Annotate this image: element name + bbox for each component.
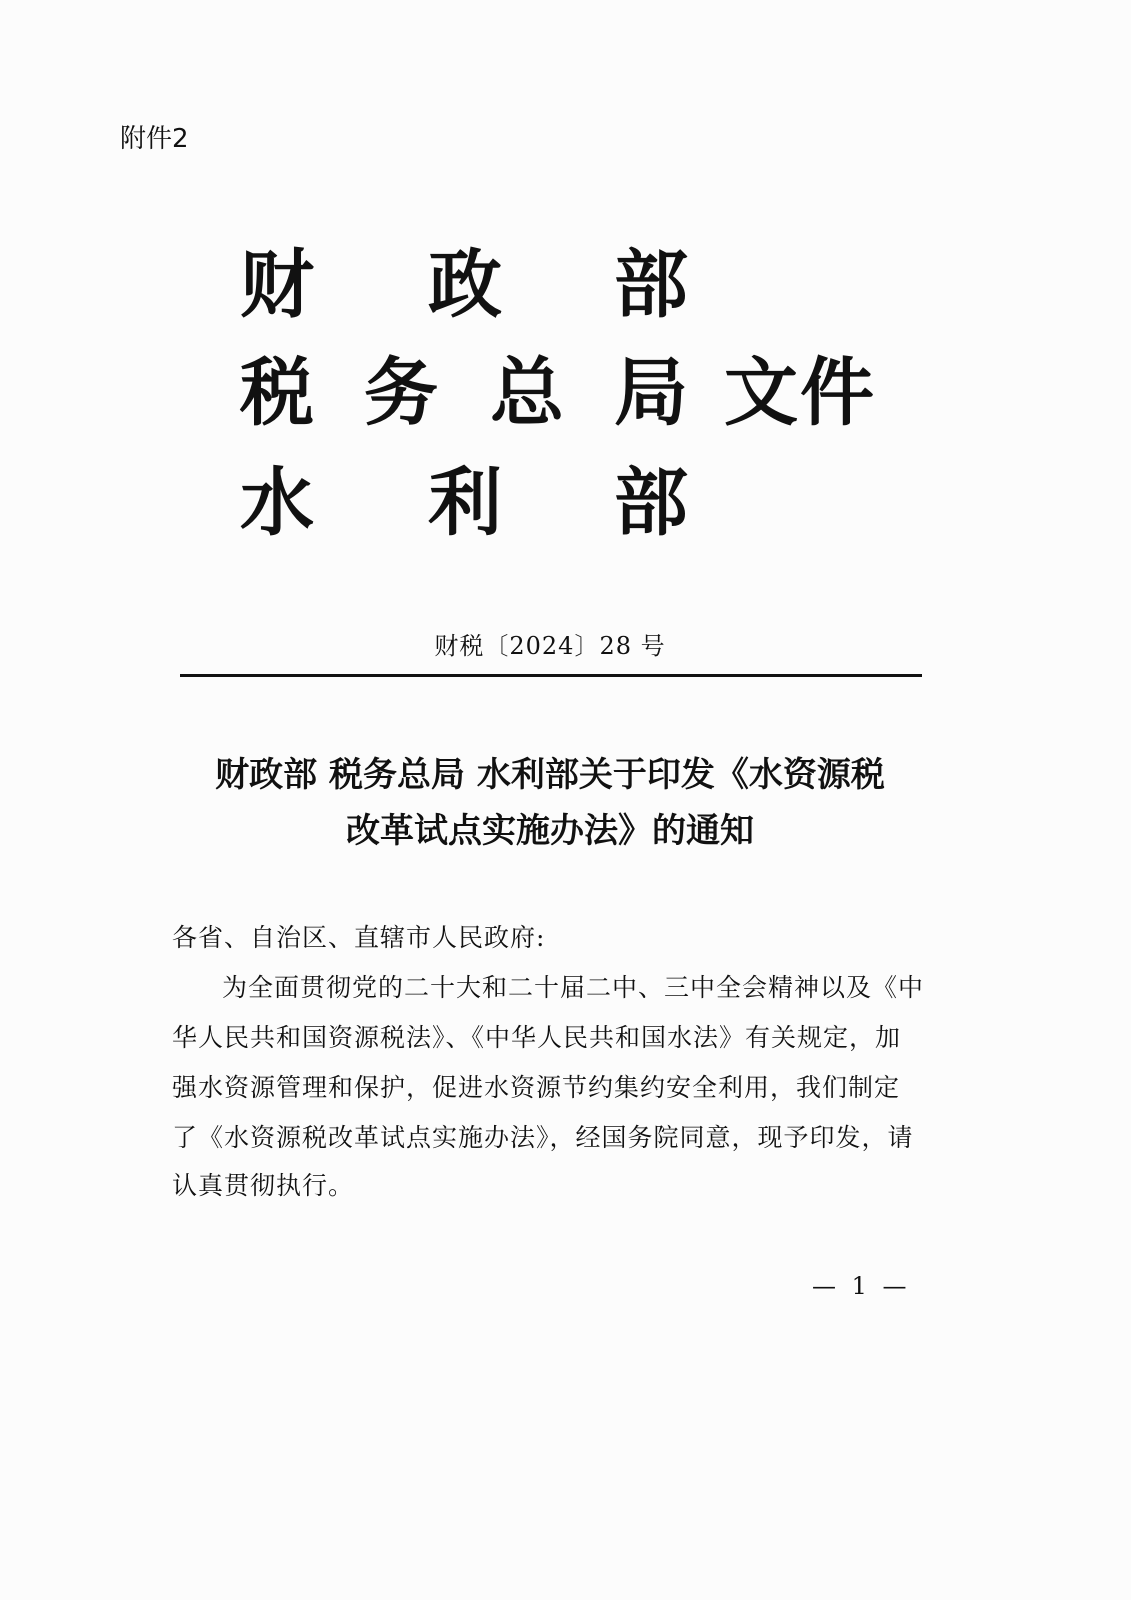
masthead-char: 件 xyxy=(800,350,874,436)
masthead-char: 总 xyxy=(490,350,564,436)
body-line: 为全面贯彻党的二十大和二十届二中、三中全会精神以及《中 xyxy=(222,973,925,1002)
masthead-char: 水 xyxy=(240,460,314,546)
body-line: 了《水资源税改革试点实施办法》，经国务院同意，现予印发，请 xyxy=(172,1123,914,1152)
masthead-char: 利 xyxy=(428,460,502,546)
masthead-char: 局 xyxy=(614,350,688,436)
attachment-label: 附件2 xyxy=(120,124,189,154)
document-number: 财税〔2024〕28 号 xyxy=(434,632,666,660)
masthead-char: 部 xyxy=(614,242,688,328)
document-title-line-2: 改革试点实施办法》的通知 xyxy=(346,811,754,851)
document-title-line-1: 财政部 税务总局 水利部关于印发《水资源税 xyxy=(215,755,885,795)
masthead-char: 政 xyxy=(428,242,502,328)
body-line: 认真贯彻执行。 xyxy=(172,1171,355,1200)
masthead-char: 务 xyxy=(364,350,438,436)
salutation: 各省、自治区、直辖市人民政府: xyxy=(172,923,546,952)
page-number: — 1 — xyxy=(812,1272,911,1300)
masthead-char: 税 xyxy=(240,350,314,436)
masthead-char: 部 xyxy=(614,460,688,546)
header-divider xyxy=(180,674,922,677)
body-line: 华人民共和国资源税法》、《中华人民共和国水法》有关规定，加 xyxy=(172,1023,902,1052)
body-line: 强水资源管理和保护，促进水资源节约集约安全利用，我们制定 xyxy=(172,1073,901,1102)
masthead-char: 文 xyxy=(724,350,798,436)
masthead-char: 财 xyxy=(240,242,314,328)
